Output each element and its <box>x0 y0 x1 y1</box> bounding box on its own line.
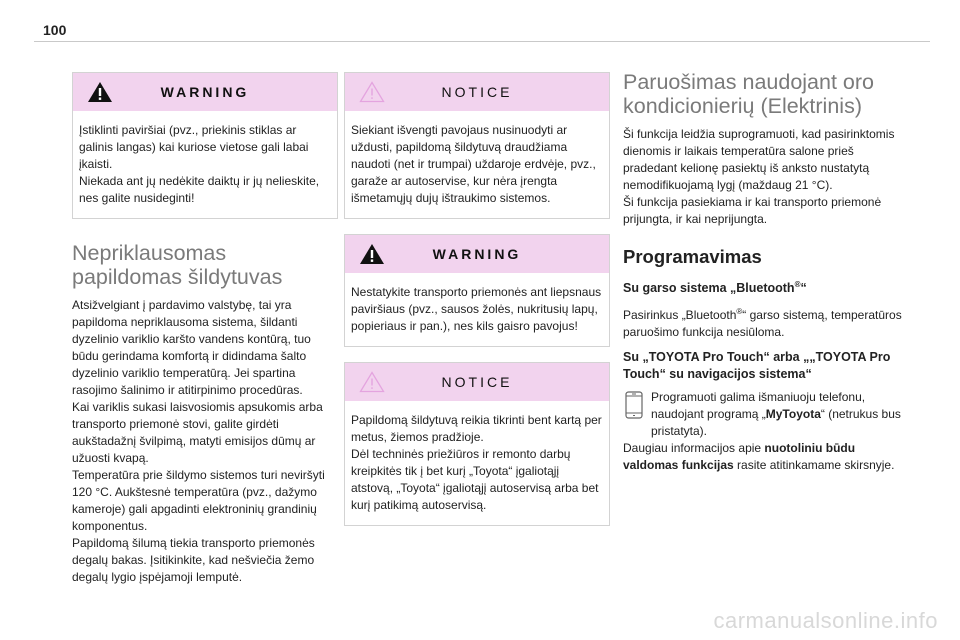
heading-line: papildomas šildytuvas <box>72 265 283 289</box>
bluetooth-text <box>623 303 908 341</box>
subheading-text: Su garso sistema „Bluetooth <box>623 281 795 296</box>
body-text: Daugiau informacijos apie <box>623 441 765 456</box>
section-heading-heater <box>72 241 338 289</box>
page-number: 100 <box>43 22 67 38</box>
warning-text: Nestatykite transporto priemonės ant liepsnaus paviršiaus (pvz., sausos žolės, nukritusių lapų, popieriaus ir pan.), nes kils gaisro pavojus! <box>351 285 602 333</box>
warning-triangle-icon <box>359 243 385 265</box>
notice-box <box>344 362 610 526</box>
warning-text: Įstiklinti paviršiai (pvz., priekinis stiklas ar galinis langas) kai kuriose vietose gali labai įkaisti. Niekada ant jų nedėkite daiktų ir jų nelieskite, nes galite nusideginti! <box>79 123 320 205</box>
registered-mark: ® <box>794 280 801 289</box>
column-middle <box>344 72 610 526</box>
pro-touch-subheading: Su „TOYOTA Pro Touch“ arba „„TOYOTA Pro Touch“ su navigacijos sistema“ <box>623 350 891 382</box>
column-right <box>623 70 908 474</box>
warning-box <box>72 72 338 219</box>
notice-triangle-icon <box>359 371 385 393</box>
warning-box <box>344 234 610 347</box>
notice-triangle-icon <box>359 81 385 103</box>
heater-body-text: Atsižvelgiant į pardavimo valstybę, tai yra papildoma nepriklausoma sistema, šildanti dyzelinio variklio karšto vandens kontūrą, tuo būdu gerindama komfortą ir didindama šalto dyzelinio variklio temperatūrą. Jei spartina rasojimo šalinimo ir atitirpinimo procedūras. Kai variklis sukasi laisvosiomis apsukomis arba transporto priemonė stovi, galite girdėti aukštadažnį švilpimą, matyti emisijos dūmų ar užuosti kvapą. Temperatūra prie šildymo sistemos turi neviršyti 120 °C. Aukštesnė temperatūra (pvz., dažymo kameroje) gali apgadinti elektroninių grandinių komponentus. Papildomą šilumą tiekia transporto priemonės degalų bakas. Įsitikinkite, kad nešviečia žemo degalų lygio įspėjamoji lemputė. <box>72 298 325 584</box>
more-info-text <box>623 440 908 474</box>
subheading-text: “ <box>800 281 807 296</box>
notice-header <box>345 73 609 111</box>
smartphone-icon <box>623 391 645 419</box>
warning-title: WARNING <box>160 84 250 100</box>
programming-heading: Programavimas <box>623 246 762 267</box>
notice-text: Siekiant išvengti pavojaus nusinuodyti ar uždusti, papildomą šildytuvą draudžiama naudoti (net ir trumpai) uždaroje erdvėje, pvz., garaže ar autoservise, kur nėra įrengta išmetamųjų dujų ištraukimo sistemos. <box>351 123 596 205</box>
notice-box <box>344 72 610 219</box>
warning-triangle-icon <box>87 81 113 103</box>
registered-mark: ® <box>736 307 743 317</box>
preconditioning-intro: Ši funkcija leidžia suprogramuoti, kad pasirinktomis dienomis ir laikais temperatūra salone prieš pradedant kelionę pasiektų iš anksto nustatytą nemodifikuojamą lygį (maždaug 21 °C). Ši funkcija pasiekiama ir kai transporto priemonė prijungta, ir kai neprijungta. <box>623 127 895 226</box>
heading-line: Paruošimas naudojant oro <box>623 70 874 94</box>
notice-text: Papildomą šildytuvą reikia tikrinti bent kartą per metus, žiemos pradžioje. Dėl techninės priežiūros ir remonto darbų kreipkitės tik į bet kurį „Toyota“ įgaliotąjį atstovą, „Toyota“ įgaliotąjį autoservisą arba bet kurį patikimą autoservisą. <box>351 413 602 512</box>
body-text: rasite atitinkamame skirsnyje. <box>733 458 895 473</box>
body-text: “ (netrukus bus pristatyta). <box>651 407 901 439</box>
warning-header <box>345 235 609 273</box>
body-text: “ garso sistemą, temperatūros paruošimo funkcija nesiūloma. <box>623 308 902 340</box>
warning-header <box>73 73 337 111</box>
smartphone-note <box>623 389 908 440</box>
body-text: Pasirinkus „Bluetooth <box>623 308 737 323</box>
notice-title: NOTICE <box>441 84 513 100</box>
top-divider <box>34 41 930 42</box>
heading-line: kondicionierių (Elektrinis) <box>623 94 862 118</box>
notice-title: NOTICE <box>441 374 513 390</box>
notice-header <box>345 363 609 401</box>
warning-title: WARNING <box>432 246 522 262</box>
watermark: carmanualsonline.info <box>713 608 938 633</box>
remote-functions-link-text: nuotoliniu būdu valdomas funkcijas <box>623 441 856 473</box>
section-heading-preconditioning <box>623 70 908 118</box>
column-left <box>72 72 338 586</box>
body-text: Programuoti galima išmaniuoju telefonu, naudojant programą „ <box>651 390 866 422</box>
heading-line: Nepriklausomas <box>72 241 227 265</box>
app-name: MyToyota <box>765 407 821 422</box>
bluetooth-subheading <box>623 276 908 297</box>
